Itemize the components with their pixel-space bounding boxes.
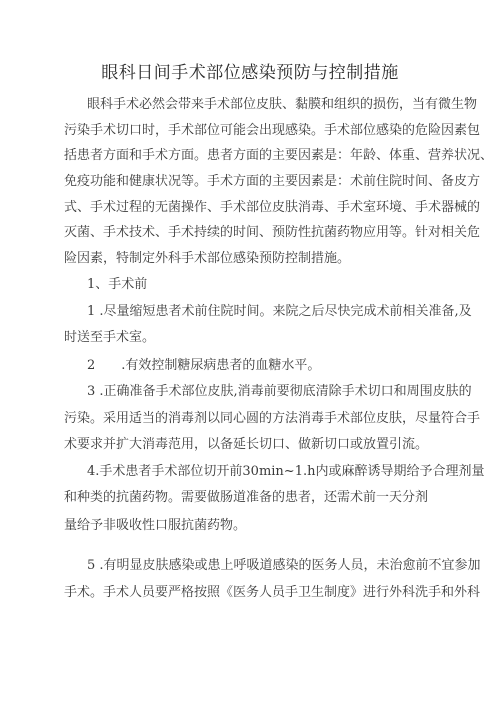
paragraph-line: 灭菌、手术技术、手术持续的时间、预防性抗菌药物应用等。针对相关危 bbox=[64, 225, 481, 240]
paragraph-line: 4.手术患者手术部位切开前30min~1.h内或麻醉诱导期给予合理剂量 bbox=[87, 464, 485, 479]
section-heading: 1、手术前 bbox=[87, 277, 148, 292]
paragraph-line: 时送至手术室。 bbox=[64, 330, 156, 345]
paragraph-line: 2 .有效控制糖尿病患者的血糖水平。 bbox=[87, 358, 321, 373]
paragraph-line: 污染手术切口时，手术部位可能会出现感染。手术部位感染的危险因素包 bbox=[64, 123, 481, 138]
paragraph-line: 和种类的抗菌药物。需要做肠道准备的患者，还需术前一天分剂 bbox=[64, 490, 429, 505]
paragraph-line: 眼科手术必然会带来手术部位皮肤、黏膜和组织的损伤，当有微生物 bbox=[87, 97, 478, 112]
paragraph-line: 手术。手术人员要严格按照《医务人员手卫生制度》进行外科洗手和外科 bbox=[64, 585, 481, 600]
paragraph-line: 3 .正确准备手术部位皮肤,消毒前要彻底清除手术切口和周围皮肤的 bbox=[87, 384, 472, 399]
paragraph-line: 式、手术过程的无菌操作、手术部位皮肤消毒、手术室环境、手术器械的 bbox=[64, 200, 481, 215]
paragraph-line: 1 .尽量缩短患者术前住院时间。来院之后尽快完成术前相关准备,及 bbox=[87, 304, 472, 319]
paragraph-line: 污染。采用适当的消毒剂以同心圆的方法消毒手术部位皮肤，尽量符合手 bbox=[64, 411, 481, 426]
paragraph-line: 术要求并扩大消毒范用，以备延长切口、做新切口或放置引流。 bbox=[64, 437, 429, 452]
paragraph-line: 括患者方面和手术方面。患者方面的主要因素是：年龄、体重、营养状况、 bbox=[64, 148, 494, 163]
paragraph-line: 量给予非吸收性口服抗菌药物。 bbox=[64, 518, 247, 533]
paragraph-line: 免疫功能和健康状况等。手术方面的主要因素是：术前住院时间、备皮方 bbox=[64, 174, 481, 189]
document-title: 眼科日间手术部位感染预防与控制措施 bbox=[101, 63, 399, 83]
paragraph-line: 险因素，特制定外科手术部位感染预防控制措施。 bbox=[64, 251, 351, 266]
paragraph-line: 5 .有明显皮肤感染或患上呼吸道感染的医务人员，未治愈前不宜参加 bbox=[87, 558, 481, 573]
